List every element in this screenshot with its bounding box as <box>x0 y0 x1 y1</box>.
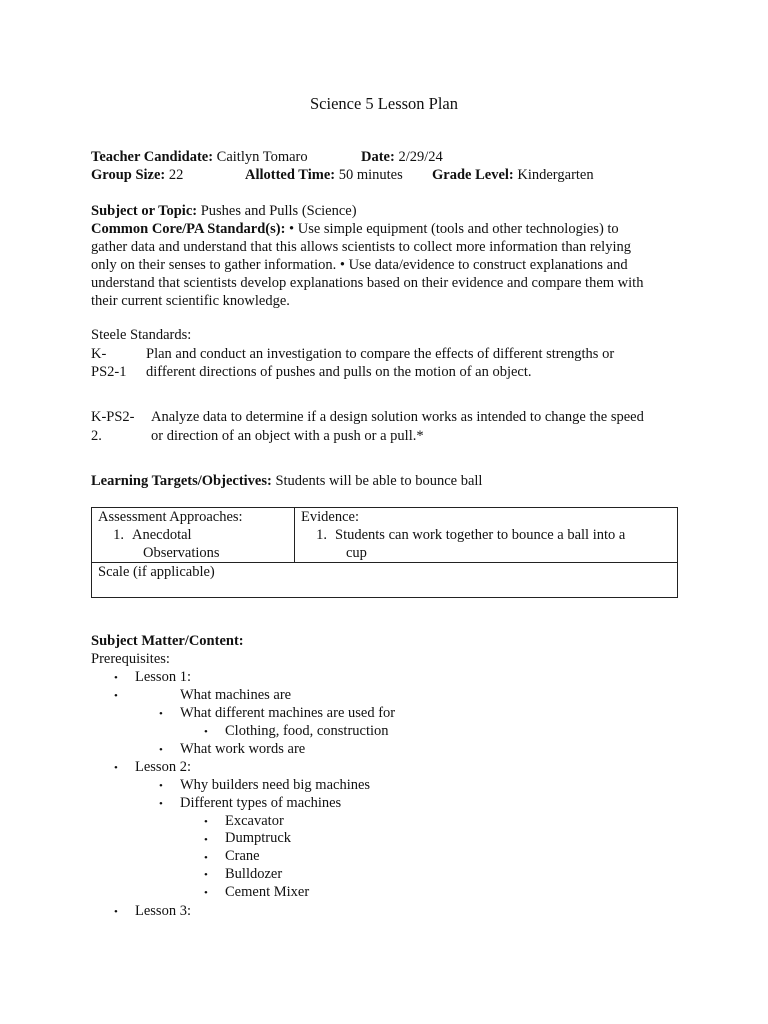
date-row <box>361 148 443 166</box>
bullet-icon: • <box>204 852 208 864</box>
bullet-icon: • <box>114 762 118 774</box>
learning-objectives-row <box>91 472 482 490</box>
l1-item-machines: What machines are <box>180 687 292 703</box>
table-row <box>92 563 678 598</box>
date-value: 2/29/24 <box>398 149 443 165</box>
evidence-heading: Evidence: <box>301 509 359 525</box>
allotted-time-label: Allotted Time: <box>245 167 336 183</box>
assessment-table <box>91 507 678 598</box>
page-title: Science 5 Lesson Plan <box>309 94 458 113</box>
evidence-item: 1. Students can work together to bounce a ball into a <box>316 527 626 543</box>
group-size-row <box>91 166 183 184</box>
bullet-icon: • <box>204 834 208 846</box>
l2-item-types: Different types of machines <box>180 795 342 811</box>
standards-line: only on their senses to gather information. • Use data/evidence to construct explanations and <box>91 257 628 273</box>
bullet-icon: • <box>114 690 118 702</box>
approach-item: 1. Anecdotal <box>113 527 192 543</box>
standards-label: Common Core/PA Standard(s): <box>91 221 286 237</box>
prerequisites-label: Prerequisites: <box>91 651 170 667</box>
bullet-icon: • <box>159 780 163 792</box>
steele-code-2b: 2. <box>91 428 102 444</box>
standards-line: gather data and understand that this allows scientists to collect more information than relying <box>91 239 631 255</box>
lesson-2-label: Lesson 2: <box>135 759 191 775</box>
approach-item-cont: Observations <box>143 545 220 561</box>
bullet-icon: • <box>159 708 163 720</box>
grade-level-value: Kindergarten <box>517 167 594 183</box>
machine-item: Cement Mixer <box>225 884 310 900</box>
subject-matter-heading: Subject Matter/Content: <box>91 633 244 649</box>
bullet-icon: • <box>204 726 208 738</box>
machine-item: Dumptruck <box>225 830 292 846</box>
subject-label: Subject or Topic: <box>91 203 198 219</box>
evidence-item-cont: cup <box>346 545 367 561</box>
subject-row <box>91 202 357 220</box>
steele-standards-heading: Steele Standards: <box>91 327 192 343</box>
subject-value: Pushes and Pulls (Science) <box>200 203 357 219</box>
assessment-approaches-heading: Assessment Approaches: <box>98 509 243 525</box>
table-row <box>92 508 678 563</box>
steele-code-1a: K- <box>91 346 107 362</box>
teacher-row <box>91 148 308 166</box>
machine-item: Excavator <box>225 813 284 829</box>
l2-item-builders: Why builders need big machines <box>180 777 371 793</box>
common-core-standards <box>91 220 681 310</box>
objectives-value: Students will be able to bounce ball <box>275 473 483 489</box>
objectives-label: Learning Targets/Objectives: <box>91 473 272 489</box>
standards-line: Common Core/PA Standard(s): • Use simple equipment (tools and other technologies) to <box>91 221 619 237</box>
bullet-icon: • <box>204 887 208 899</box>
standards-line: understand that scientists develop explanations based on their evidence and compare them with <box>91 275 644 291</box>
bullet-icon: • <box>114 672 118 684</box>
machine-item: Bulldozer <box>225 866 283 882</box>
teacher-label: Teacher Candidate: <box>91 149 214 165</box>
bullet-icon: • <box>159 798 163 810</box>
allotted-time-row <box>245 166 403 184</box>
lesson-3-label: Lesson 3: <box>135 903 191 919</box>
grade-level-row <box>432 166 594 184</box>
lesson-1-label: Lesson 1: <box>135 669 191 685</box>
standards-line: their current scientific knowledge. <box>91 293 290 309</box>
assessment-approaches-cell <box>92 508 295 563</box>
bullet-icon: • <box>114 906 118 918</box>
steele-code-2a: K-PS2- <box>91 409 135 425</box>
date-label: Date: <box>361 149 395 165</box>
steele-text-1a: Plan and conduct an investigation to compare the effects of different strengths or <box>146 346 615 362</box>
grade-level-label: Grade Level: <box>432 167 514 183</box>
bullet-icon: • <box>204 816 208 828</box>
steele-text-2b: or direction of an object with a push or a pull.* <box>151 428 424 444</box>
steele-code-1b: PS2-1 <box>91 364 127 380</box>
l1-item-work-words: What work words are <box>180 741 306 757</box>
evidence-cell <box>295 508 678 563</box>
teacher-value: Caitlyn Tomaro <box>216 149 308 165</box>
bullet-icon: • <box>204 869 208 881</box>
l1-item-uses-sub: Clothing, food, construction <box>225 723 389 739</box>
group-size-label: Group Size: <box>91 167 166 183</box>
steele-text-1b: different directions of pushes and pulls on the motion of an object. <box>146 364 532 380</box>
bullet-icon: • <box>159 744 163 756</box>
group-size-value: 22 <box>168 167 184 183</box>
steele-text-2a: Analyze data to determine if a design solution works as intended to change the speed <box>151 409 644 425</box>
allotted-time-value: 50 minutes <box>338 167 403 183</box>
l1-item-uses: What different machines are used for <box>180 705 396 721</box>
machine-item: Crane <box>225 848 260 864</box>
scale-cell: Scale (if applicable) <box>92 563 678 598</box>
